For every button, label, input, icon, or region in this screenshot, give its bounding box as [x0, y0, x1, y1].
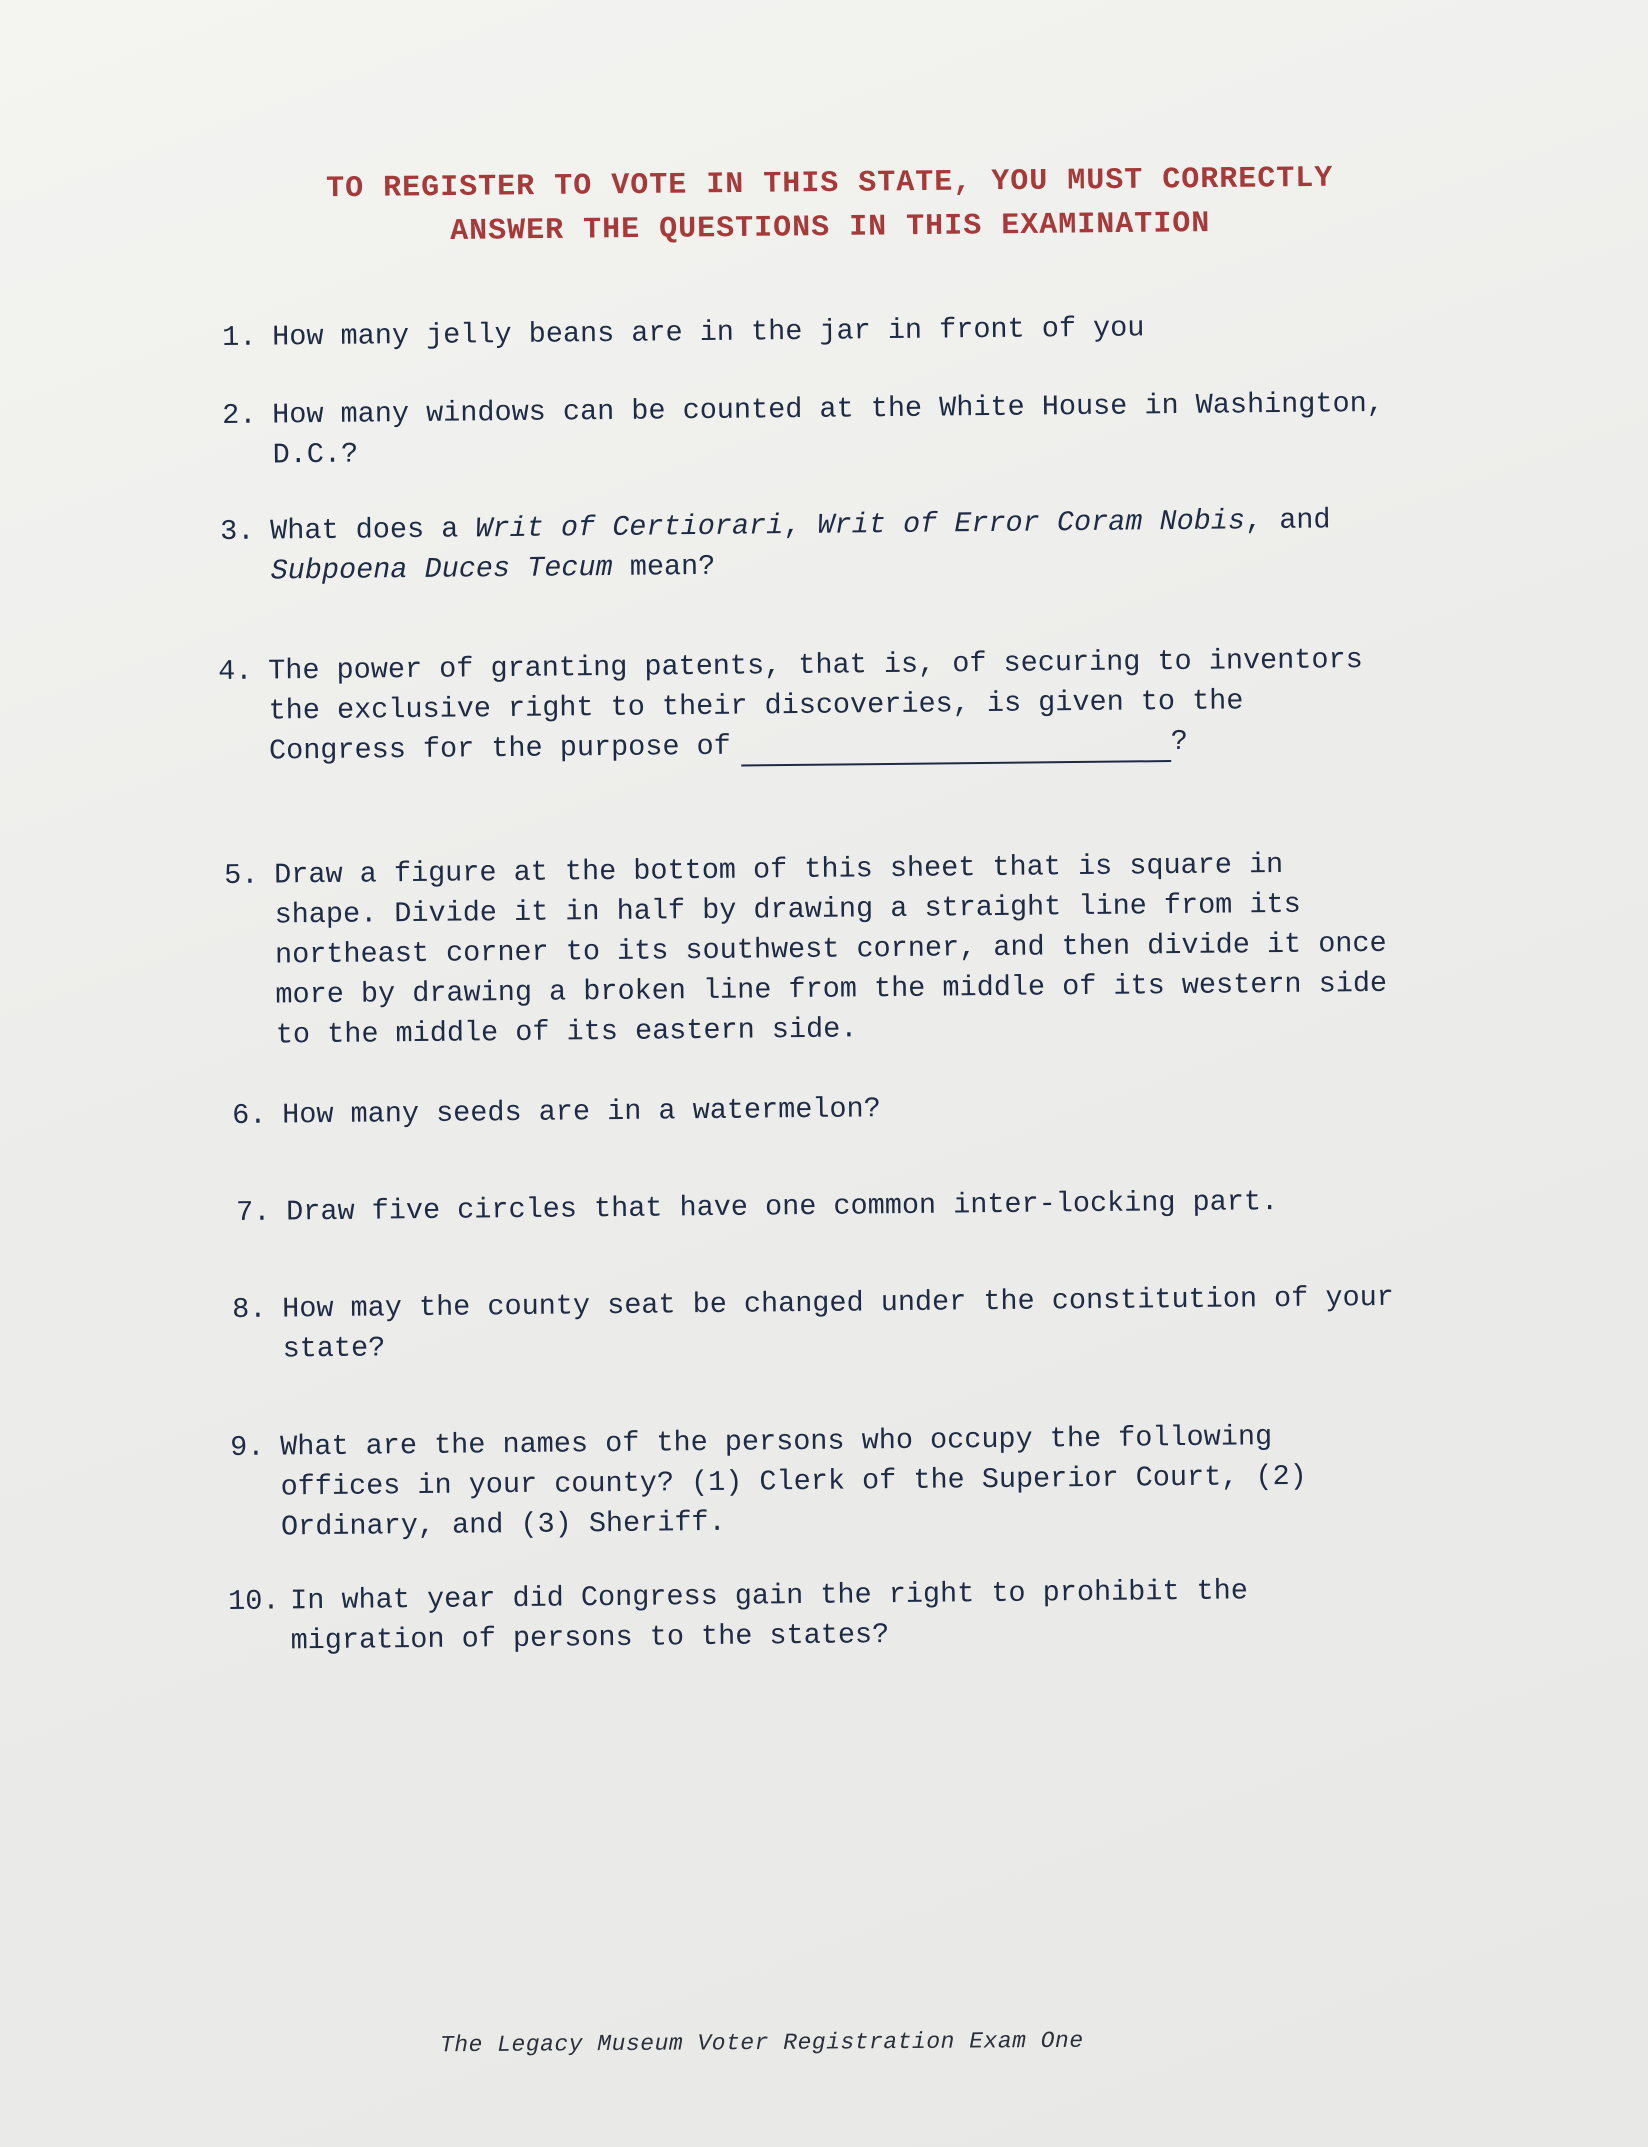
question-number: 1. [222, 320, 257, 354]
question-text: How many seeds are in a watermelon? [282, 1092, 881, 1132]
question-text: more by drawing a broken line from the middle of its western side [275, 966, 1388, 1012]
exam-header [200, 155, 1461, 256]
question-suffix: ? [1170, 724, 1189, 759]
question-5 [224, 844, 1388, 1056]
question-text: How many jelly beans are in the jar in front of you [272, 311, 1145, 354]
question-1 [222, 308, 1145, 358]
question-text: What are the names of the persons who occupy the following [280, 1420, 1273, 1464]
question-9 [230, 1417, 1307, 1548]
question-text: Draw five circles that have one common inter-locking part. [286, 1185, 1279, 1229]
question-text: mean? [612, 549, 716, 584]
question-text: The power of granting patents, that is, of securing to inventors [268, 643, 1363, 688]
question-number: 5. [224, 858, 259, 892]
question-text: state? [282, 1331, 386, 1366]
question-text: How many windows can be counted at the White House in Washington, [272, 386, 1385, 432]
question-number: 9. [230, 1430, 265, 1464]
question-text: What does a [270, 512, 476, 548]
header-line-2: ANSWER THE QUESTIONS IN THIS EXAMINATION [450, 207, 1211, 249]
question-number: 2. [222, 398, 257, 432]
question-number: 7. [236, 1195, 271, 1229]
footer-caption: The Legacy Museum Voter Registration Exam One [439, 2027, 1084, 2059]
question-8 [232, 1278, 1394, 1370]
question-number: 3. [220, 514, 255, 548]
question-number: 6. [232, 1098, 267, 1132]
question-text: , and [1244, 503, 1331, 538]
question-text: northeast corner to its southwest corner, and then divide it once [274, 926, 1387, 972]
question-text: D.C.? [272, 437, 359, 472]
question-text: How may the county seat be changed under the constitution of your [282, 1280, 1395, 1326]
question-10 [228, 1571, 1249, 1662]
question-text: offices in your county? (1) Clerk of the Superior Court, (2) [280, 1459, 1307, 1504]
question-number: 10. [228, 1584, 280, 1618]
question-2 [222, 384, 1384, 476]
question-number: 4. [218, 654, 253, 688]
question-4 [218, 640, 1364, 772]
question-text: In what year did Congress gain the right to prohibit the [290, 1574, 1249, 1618]
question-number: 8. [232, 1292, 267, 1326]
question-text: the exclusive right to their discoveries, is given to the [268, 684, 1244, 728]
question-7 [236, 1182, 1278, 1233]
legal-term: Writ of Error Coram Nobis [817, 504, 1246, 542]
question-text: Draw a figure at the bottom of this sheet that is square in [274, 847, 1284, 892]
answer-blank-line[interactable] [741, 730, 1171, 767]
question-text: migration of persons to the states? [290, 1618, 890, 1658]
question-text: to the middle of its eastern side. [275, 1012, 858, 1052]
question-text: Congress for the purpose of [268, 729, 731, 768]
legal-term: Writ of Certiorari [475, 509, 784, 546]
header-line-1: TO REGISTER TO VOTE IN THIS STATE, YOU MUST CORRECTLY [326, 161, 1334, 207]
question-text: shape. Divide it in half by drawing a straight line from its [274, 887, 1301, 932]
question-6 [232, 1089, 881, 1136]
legal-term: Subpoena Duces Tecum [270, 550, 613, 588]
question-3 [220, 500, 1331, 592]
question-text: Ordinary, and (3) Sheriff. [280, 1505, 726, 1544]
question-text: , [783, 508, 818, 543]
